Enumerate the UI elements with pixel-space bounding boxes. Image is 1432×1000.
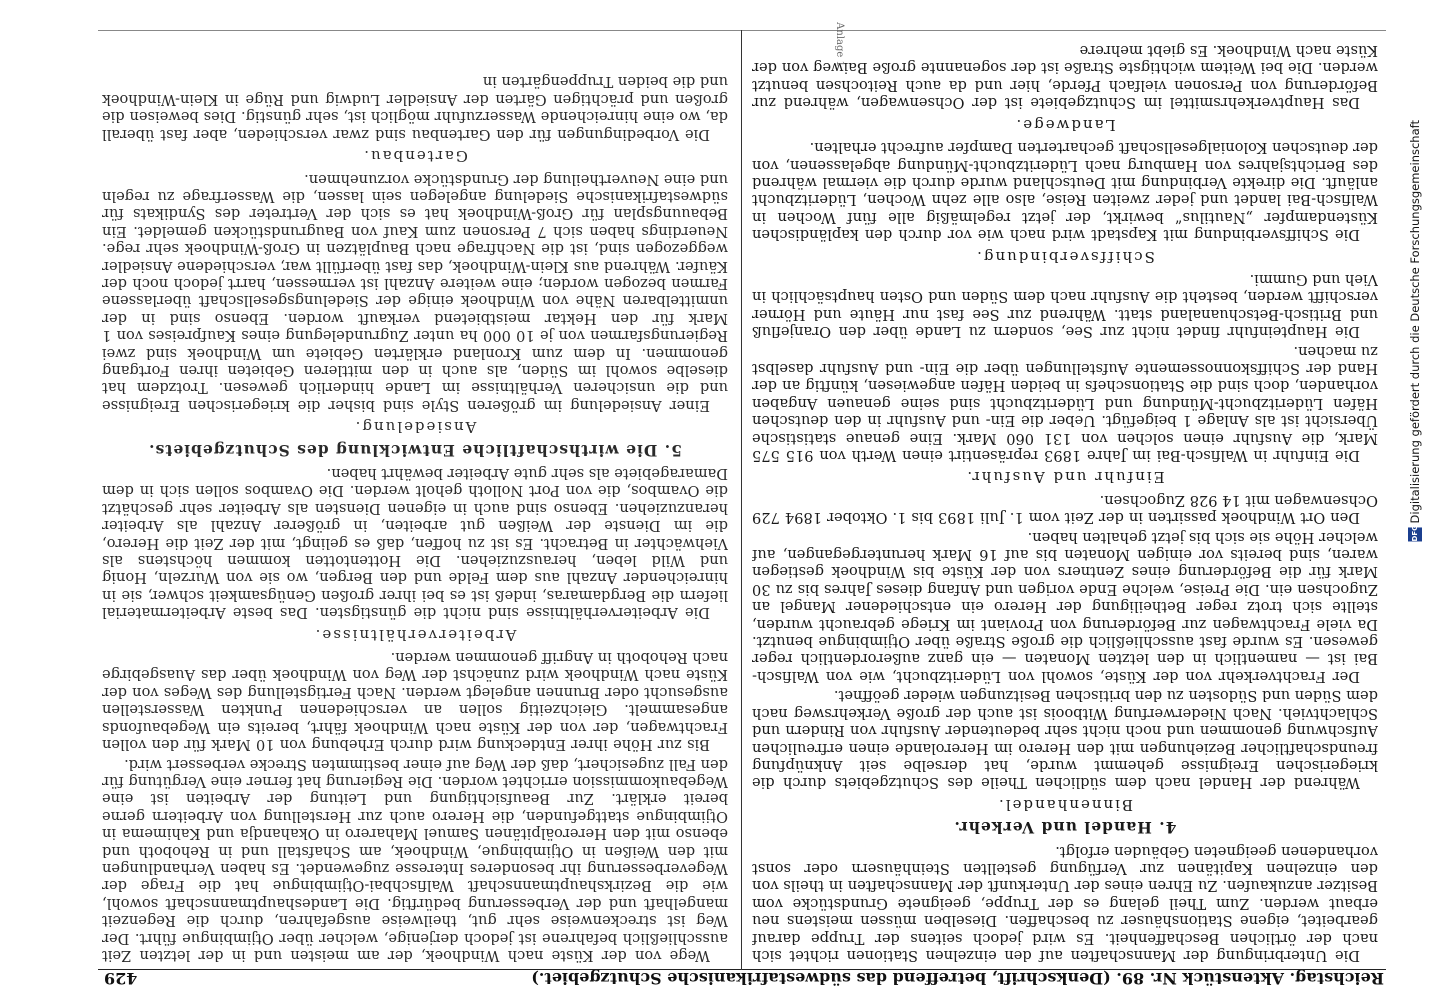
paragraph: Während der Handel nach dem südlichen Theile des Schutzgebiets durch die kriegerischen Ereignisse gehemmt wurde, hat derselbe seit Anknüpfung freundschaftlicher Beziehungen mit den Herero im Hererolande einen erfreulichen Aufschwung genommen und noch nicht sehr bedeutender Ausfuhr von Rindern und Schlachtvieh. Nach Niederwerfung Witboois ist auch der große Verkehrsweg nach dem Süden und Südosten zu den britischen Besitzungen wieder geöffnet. <box>752 687 1378 792</box>
left-column <box>752 36 1378 964</box>
column-divider <box>741 30 742 970</box>
paragraph: Den Ort Windhoek passirten in der Zeit vom 1. Juli 1893 bis 1. Oktober 1894 729 Ochsenwagen mit 14 928 Zugochsen. <box>752 491 1378 527</box>
paragraph: Das Hauptverkehrsmittel im Schutzgebiete ist der Ochsenwagen, während zur Beförderung von Personen vielfach Pferde, hier und da auch Reitochsen benutzt werden. Die bei Weitem wichtigste Straße ist der sogenannte große Baiweg von der Küste nach Windhoek. Es giebt mehrere <box>752 42 1378 112</box>
paragraph: Wege von der Küste nach Windhoek, der am meisten und in der letzten Zeit ausschließlich befahrene ist jedoch derjenige, welcher über Otjimbingue führt. Der Weg ist streckenweise sehr gut, theilweise ausgefahren, durch die Regenzeit mangelhaft und der Verbesserung bedürftig. Die Landeshauptmannschaft sowohl, wie die Bezirkshauptmannschaft Walfischbai-Otjimbingue hat die Frage der Wegeverbesserung ihr besonderes Interesse zugewendet. Es haben Verhandlungen mit den Weißen in Otjimbingue, Windhoek, am Schafstall und in Rehoboth und ebenso mit den Hereroälpitänen Samuel Maharero in Okahandja und Kahimema in Otjimbingue stattgefunden, die Herero auch zur Herstellung von Arbeitern gerne bereit erklärt. Zur Beaufsichtigung und Leitung der Arbeiten ist eine Wegebaukommission errichtet worden. Die Regierung hat ferner eine Vergütung für den Fall zugesichert, daß der Weg auf einer bestimmten Strecke verbessert wird. <box>102 755 728 964</box>
paragraph: Einer Ansiedelung im größeren Style sind bisher die kriegerischen Ereignisse und die unsicheren Verhältnisse im Lande hinderlich gewesen. Trotzdem hat dieselbe sowohl im Süden, als auch in den mittleren Gebieten ihren Fortgang genommen. In dem zum Kronland erklärten Gebiete um Windhoek sind zwei Regierungsfarmen von je 10 000 ha unter Zugrundelegung eines Kaufpreises von 1 Mark für den Hektar meistbietend verkauft worden. Ebenso sind in der unmittelbaren Nähe von Windhoek einige der Siedelungsgesellschaft überlassene Farmen bezogen worden; eine weitere Anzahl ist vermessen, harrt jedoch noch der Käufer. Während aus Klein-Windhoek, das fast überfüllt war, verschiedene Ansiedler weggezogen sind, ist die Nachfrage nach Bauplätzen in Groß-Windhoek sehr rege. Neuerdings haben sich 7 Personen zum Kauf von Baugrundstücken gemeldet. Ein Bebauungsplan für Groß-Windhoek hat es sich der Vertreter des Syndikats für südwestafrikanische Siedelung angelegen sein lassen, die Wasserfrage zu regeln und eine Neuvertheilung der Grundstücke vorzunehmen. <box>102 170 728 414</box>
paragraph: Die Schiffsverbindung mit Kapstadt wird nach wie vor durch den kapländischen Küstendampfer „Nautilus“ bewirkt, der jetzt regelmäßig alle fünf Wochen in Walfisch-Bai landet und jeder zweiten Reise, also alle zehn Wochen, Lüderitzbucht anläuft. Die direkte Verbindung mit Deutschland wurde durch die viermal während des Berichtsjahres von Hamburg nach Lüderitzbucht-Mündung abgelassenen, von der deutschen Kolonialgesellschaft gecharterten Dampfer aufrecht erhalten. <box>752 139 1378 244</box>
paragraph: Die Vorbedingungen für den Gartenbau sind zwar verschieden, aber fast überall da, wo eine hinreichende Wasserzufuhr möglich ist, sehr günstig. Dies beweisen die großen und prächtigen Gärten der Ansiedler Ludwig und Rüge in Klein-Windhoek und die beiden Truppengärten in <box>102 73 728 143</box>
paragraph: Die Arbeiterverhältnisse sind nicht die günstigsten. Das beste Arbeitermaterial liefern die Bergdamaras, indeß ist es bei ihrer großen Genügsamkeit schwer, sie in hinreichender Anzahl aus dem Felde und den Bergen, wo sie von Wurzeln, Honig und Wild leben, herauszuziehen. Die Hottentotten kommen höchstens als Viehwächter in Betracht. Es ist zu hoffen, daß es gelingt, mit der Zeit die Herero, die im Dienste der Weißen gut arbeiten, in größerer Anzahl als Arbeiter heranzuziehen. Ebenso sind auch in eigenen Diensten als Arbeiter sehr geschätzt die Ovambos, die von Port Nolloth geholt werden. Die Ovambos sollen sich in dem Damaragebiete als sehr gute Arbeiter bewährt haben. <box>102 465 728 622</box>
subheading-schiffsverbindung: Schiffsverbindung. <box>975 247 1155 266</box>
running-head <box>104 968 1384 990</box>
paragraph: Bis zur Höhe ihrer Entdeckung wird durch Erhebung von 10 Mark für den vollen Frachtwagen, der von der Küste nach Windhoek fährt, bereits ein Wegebaufonds angesammelt. Gleichzeitig sollen an verschiedenen Punkten Wasserstellen ausgesucht oder Brunnen angelegt werden. Nach Fertigstellung des Weges von der Küste nach Windhoek wird zunächst der Weg von Windhoek über das Auasgebirge nach Rehoboth in Angriff genommen werden. <box>102 649 728 754</box>
subheading-gartenbau: Gartenbau. <box>362 147 468 166</box>
subheading-landwege: Landwege. <box>1014 115 1116 134</box>
paragraph: Die Haupteinfuhr findet nicht zur See, sondern zu Lande über den Oranjefluß und Britisch-Betschuanaland statt. Während zur See fast nur Häute und Hörner verschifft werden, besteht die Ausfuhr nach dem Süden und Osten hauptsächlich in Vieh und Gummi. <box>752 270 1378 341</box>
digitization-note: Digitalisierung gefördert durch die Deutsche Forschungsgemeinschaft <box>1408 120 1422 524</box>
digitization-credit <box>1408 120 1422 541</box>
subheading-ansiedelung: Ansiedelung. <box>353 418 477 437</box>
subheading-arbeiterverhaeltnisse: Arbeiterverhältnisse. <box>313 625 517 644</box>
page-number: 429 <box>104 969 138 989</box>
subheading-binnenhandel: Binnenhandel. <box>997 795 1133 814</box>
section-5-heading: 5. Die wirthschaftliche Entwicklung des Schutzgebiets. <box>148 440 682 460</box>
margin-stamp: Anlage 1 <box>834 22 846 67</box>
paragraph: Die Einfuhr in Walfisch-Bai im Jahre 1893 repräsentirt einen Werth von 915 575 Mark, die Ausfuhr einen solchen von 131 060 Mark. Eine genaue statistische Übersicht ist als Anlage 1 beigefügt. Ueber die Ein- und Ausfuhr in den deutschen Häfen Lüderitzbucht-Mündung und Lüderitzbucht sind seine genauen Angaben vorhanden, doch sind die Stationschefs in beiden Häfen angewiesen, künftig an der Hand der Schiffskonnossemente Aufstellungen über die Ein- und Ausfuhr daselbst zu machen. <box>752 342 1378 465</box>
intro-paragraph: Die Unterbringung der Mannschaften auf den einzelnen Stationen richtet sich nach der örtlichen Beschaffenheit. Es wird jedoch seitens der Truppe darauf gearbeitet, eigene Stationshäuser zu beschaffen. Dieselben müssen meistens neu erbaut werden. Zum Theil gelang es der Truppe, geeignete Grundstücke vom Besitzer anzukaufen. Zu Ehren eines der Unterkunft der Mannschaften in theils von den einzelnen Kapitänen zur Verfügung gestellten Steinhäusern oder sonst vorhandenen geeigneten Gebäuden erfolgt. <box>752 842 1378 964</box>
subheading-einfuhr-ausfuhr: Einfuhr und Ausfuhr. <box>965 468 1165 487</box>
dfg-logo: DFG <box>1408 527 1422 541</box>
right-column <box>102 36 728 964</box>
section-4-heading: 4. Handel und Verkehr. <box>953 818 1177 838</box>
paragraph: Der Frachtverkehr von der Küste, sowohl von Lüderitzbucht, wie von Walfisch-Bai ist — namentlich in den letzten Monaten — ein ganz außerordentlich reger gewesen. Es wurde fast ausschließlich die große Straße über Otjimbingue benutzt. Da viele Frachtwagen zur Beförderung von Proviant im Kriege gebraucht wurden, stellte sich trotz reger Betheiligung der Herero ein entschiedener Mangel an Zugochsen ein. Die Preise, welche Ende vorigen und Anfang dieses Jahres bis zu 30 Mark für die Beförderung eines Zentners von der Küste bis Windhoek gestiegen waren, sind bereits vor einigen Monaten bis auf 16 Mark heruntergegangen, auf welcher Höhe sie sich bis jetzt gehalten haben. <box>752 528 1378 685</box>
running-head-title: Reichstag. Aktenstück Nr. 89. (Denkschrift, betreffend das südwestafrikanische Schutzgebiet.) <box>531 969 1384 989</box>
